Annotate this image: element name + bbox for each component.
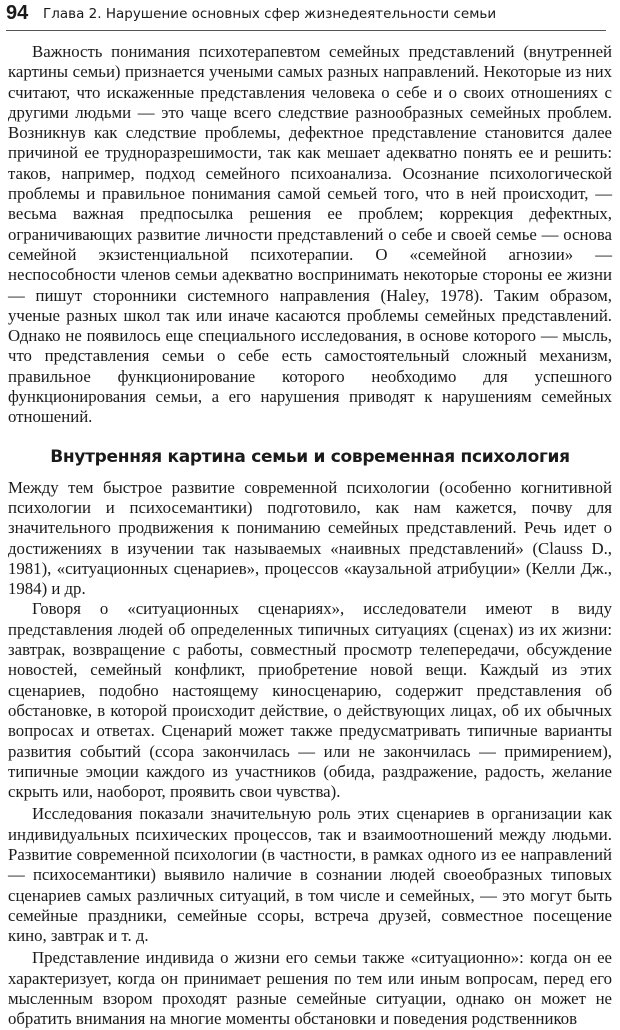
- paragraph: Говоря о «ситуационных сценариях», исследователи имеют в виду представления людей об определенных типичных ситуациях (сценах) из их жизни: завтрак, возвращение с работы, совместный просмотр телепередачи, обсуждение новостей, семейный конфликт, приобретение новой вещи. Каждый из этих сценариев, подобно настоящему киносценарию, содержит представления об обстановке, в которой происходит действие, о действующих лицах, об их обычных вопросах и ответах. Сценарий может также предусматривать типичные варианты развития событий (ссора закончилась — или не закончилась — примирением), типичные эмоции каждого из участников (обида, раздражение, радость, желание скрыть или, наоборот, проявить свои чувства).: [8, 599, 612, 802]
- paragraph: Представление индивида о жизни его семьи также «ситуационно»: когда он ее характеризует, когда он принимает решения по тем или иным вопросам, перед его мысленным взором проходят разные семейные ситуации, однако он может не обратить внимания на многие моменты обстановки и поведения родственников: [8, 948, 612, 1029]
- section-heading: Внутренняя картина семьи и современная психология: [50, 446, 570, 467]
- body-text: [8, 42, 612, 1030]
- chapter-title: Глава 2. Нарушение основных сфер жизнедеятельности семьи: [43, 6, 497, 22]
- paragraph: Между тем быстрое развитие современной психологии (особенно когнитивной психологии и психосемантики) подготовило, как нам кажется, почву для значительного продвижения к пониманию семейных представлений. Речь идет о достижениях в изучении так называемых «наивных представлений» (Clauss D., 1981), «ситуационных сценариев», процессов «каузальной атрибуции» (Келли Дж., 1984) и др.: [8, 477, 612, 599]
- page-number: 94: [6, 2, 29, 24]
- running-header: [6, 4, 606, 31]
- paragraph-intro: Важность понимания психотерапевтом семейных представлений (внутренней картины семьи) признается учеными самых разных направлений. Некоторые из них считают, что искаженные представления человека о себе и о своих отношениях с другими людьми — это чаще всего следствие разнообразных семейных проблем. Возникнув как следствие проблемы, дефектное представление становится далее причиной ее трудноразрешимости, так как мешает адекватно понять ее и решить: таков, например, подход семейного психоанализа. Осознание психологической проблемы и правильное понимания самой семьей того, что в ней происходит, — весьма важная предпосылка решения ее проблем; коррекция дефектных, ограничивающих развитие личности представлений о себе и своей семье — основа семейной экзистенциальной психотерапии. О «семейной агнозии» — неспособности членов семьи адекватно воспринимать некоторые стороны ее жизни — пишут сторонники системного направления (Haley, 1978). Таким образом, ученые разных школ так или иначе касаются проблемы семейных представлений. Однако не появилось еще специального исследования, в основе которого — мысль, что представления семьи о себе есть самостоятельный сложный механизм, правильное функционирование которого необходимо для успешного функционирования семьи, а его нарушения приводят к нарушениям семейных отношений.: [8, 42, 612, 427]
- paragraph: Исследования показали значительную роль этих сценариев в организации как индивидуальных психических процессов, так и взаимоотношений между людьми. Развитие современной психологии (в частности, в рамках одного из ее направлений — психосемантики) выявило наличие в сознании людей своеобразных типовых сценариев самых различных ситуаций, в том числе и семейных, — это могут быть семейные праздники, семейные ссоры, встреча друзей, совместное посещение кино, завтрак и т. д.: [8, 804, 612, 946]
